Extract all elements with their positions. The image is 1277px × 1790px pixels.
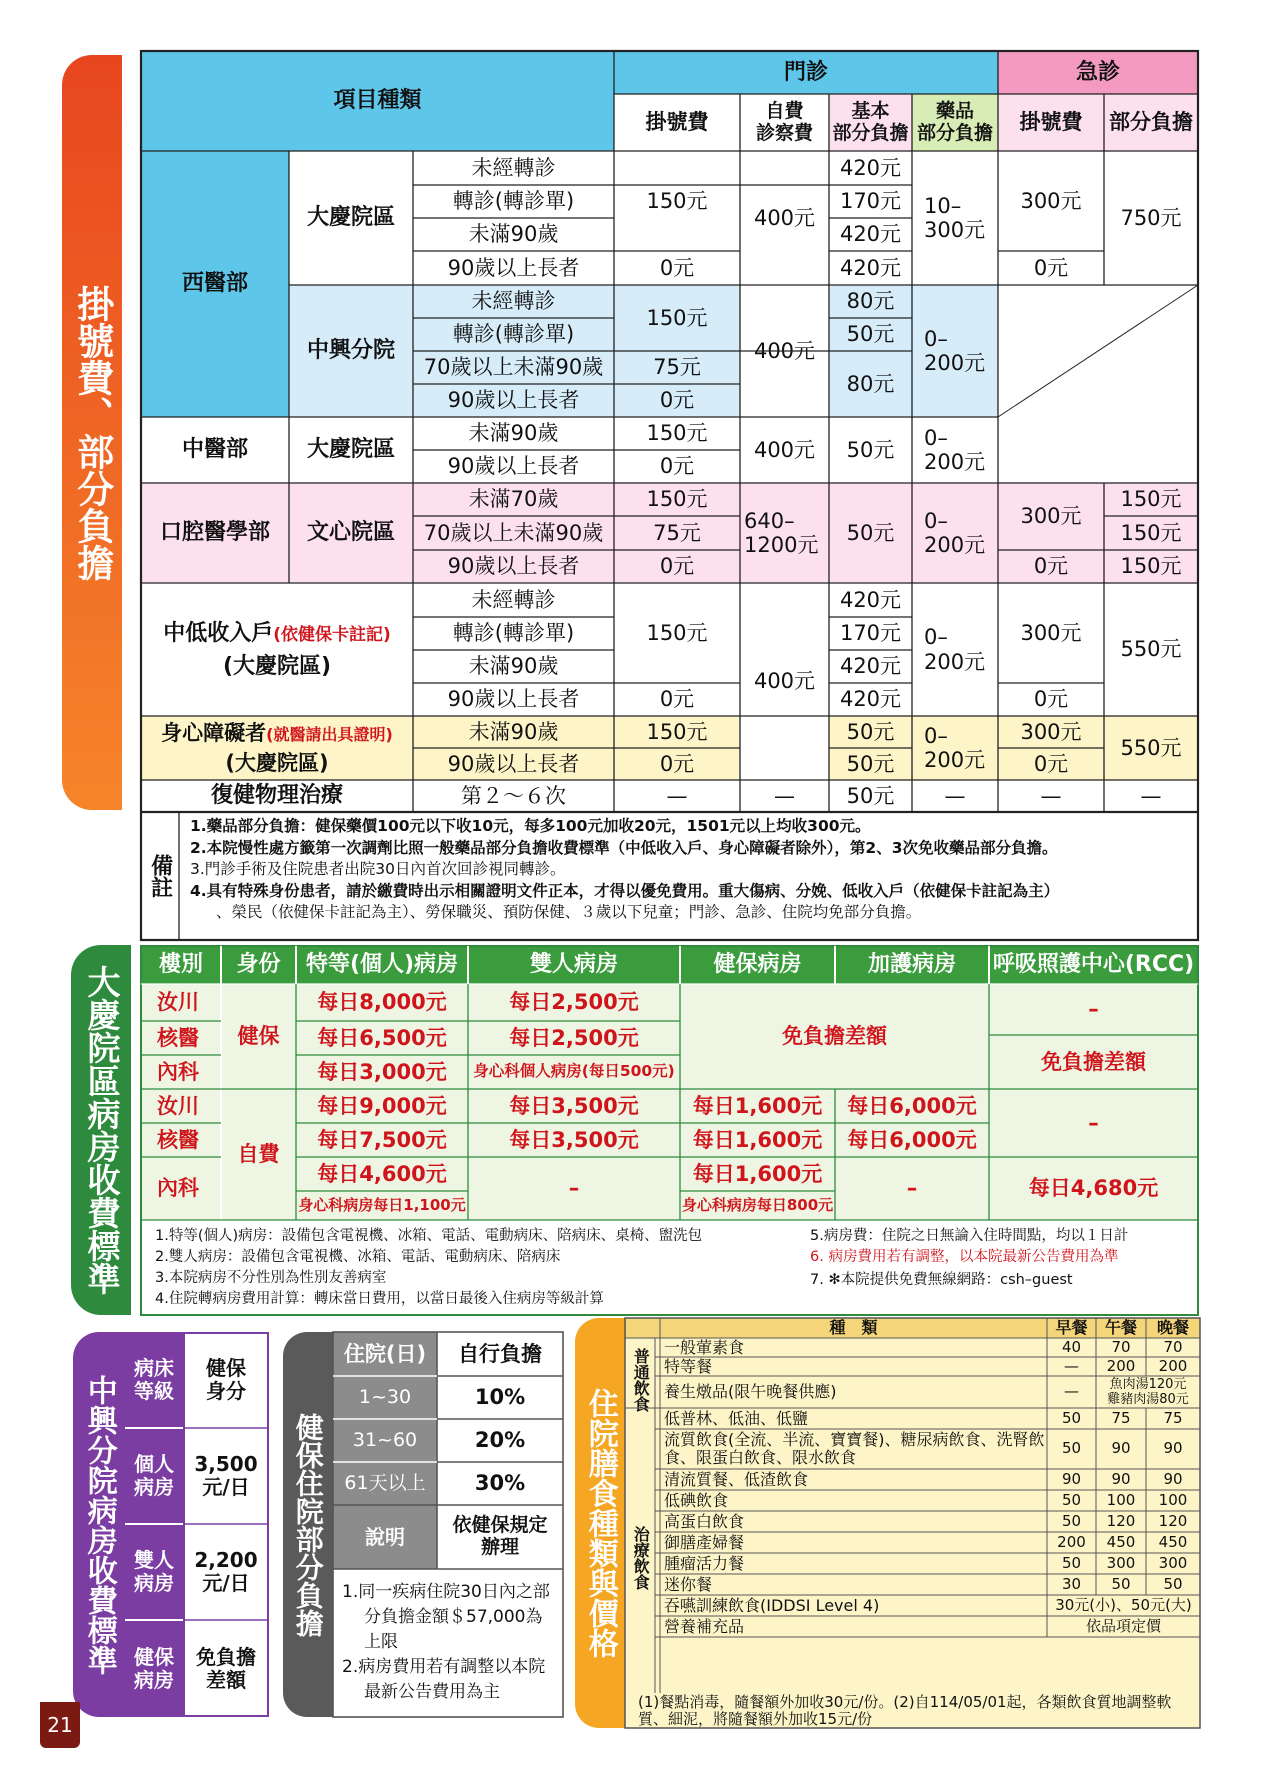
- row-label: 未滿90歲: [468, 421, 559, 446]
- value: 50元: [846, 437, 895, 462]
- meal-price-lunch: 120: [1106, 1511, 1136, 1530]
- meal-side-title: 住院膳食種類與價格: [575, 1318, 625, 1728]
- notes-label: 備註: [147, 854, 173, 898]
- rcc-self-fee: 每日4,680元: [1028, 1176, 1159, 1201]
- meal-kind: 營養補充品: [664, 1616, 745, 1636]
- meal-price-breakfast: 50: [1061, 1511, 1082, 1530]
- copay-notes: 1.同一疾病住院30日內之部分負擔金額＄57,000為上限 2.病房費用若有調整以本院最新公告費用為主: [342, 1582, 550, 1702]
- meal-price-breakfast: 40: [1061, 1338, 1082, 1356]
- row-label: 90歲以上長者: [447, 751, 580, 776]
- copay-days: 61天以上: [344, 1471, 426, 1494]
- col-floor: 樓別: [158, 952, 203, 978]
- col-double-room: 雙人病房: [529, 952, 618, 978]
- lunch-header: 午餐: [1104, 1318, 1137, 1337]
- meal-price-lunch: 70: [1111, 1338, 1131, 1356]
- value: 0元: [659, 255, 695, 280]
- value: 80元: [846, 371, 895, 396]
- identity-self-pay: 自費: [237, 1142, 280, 1167]
- meal-price-lunch: 90: [1111, 1439, 1131, 1458]
- meal-kind: 流質飲食(全流、半流、寶寶餐)、糖尿病飲食、洗腎飲食、限蛋白飲食、限水飲食: [664, 1430, 1045, 1467]
- special-room-fee: 每日6,500元: [317, 1025, 447, 1050]
- row-label: 70歲以上未滿90歲: [423, 355, 604, 380]
- dinner-header: 晚餐: [1156, 1318, 1189, 1337]
- ward-note: 4.住院轉病房費用計算：轉床當日費用，以當日最後入住病房等級計算: [155, 1291, 604, 1307]
- meal-kind: 迷你餐: [664, 1574, 713, 1594]
- meal-price-dinner: 90: [1163, 1439, 1183, 1458]
- meal-kind: 腫瘤活力餐: [664, 1553, 745, 1573]
- ward-note: 2.雙人病房：設備包含電視機、冰箱、電話、電動病床、陪病床: [155, 1249, 561, 1265]
- copay-explain-label: 說明: [365, 1524, 405, 1549]
- meal-kind: 低普林、低油、低鹽: [664, 1408, 809, 1428]
- value: 0元: [1033, 554, 1069, 579]
- meal-kind: 一般葷素食: [664, 1338, 745, 1357]
- header-basic-copay: 基本 部分負擔: [832, 99, 909, 144]
- meal-kind: 御膳產婦餐: [664, 1532, 745, 1552]
- value: 50元: [846, 322, 895, 347]
- campus-zhongxing: 中興分院: [306, 338, 395, 364]
- row-label: 轉診(轉診單): [452, 621, 575, 646]
- value-range: 0– 200元: [924, 723, 986, 772]
- value: 150元: [646, 487, 708, 512]
- rcc-fee: –: [1088, 997, 1099, 1022]
- meal-price-breakfast: 50: [1061, 1439, 1082, 1458]
- zx-value: 3,500元/日: [194, 1452, 258, 1499]
- zx-label: 個人病房: [134, 1452, 174, 1499]
- value: —: [1040, 783, 1062, 808]
- floor: 汝川: [157, 1093, 199, 1118]
- value: 150元: [1120, 520, 1182, 545]
- copay-pct: 10%: [474, 1385, 526, 1410]
- nhi-copay-side-title: 健保住院部分負擔: [283, 1332, 333, 1717]
- value: 420元: [839, 155, 902, 180]
- meal-kind: 養生燉品(限午晚餐供應): [664, 1382, 837, 1401]
- category-low-income: 中低收入戶(依健保卡註記) (大慶院區): [163, 620, 391, 679]
- meal-kind-header: 種 類: [829, 1318, 878, 1337]
- row-label: 未經轉診: [471, 155, 556, 180]
- value: 0元: [659, 751, 695, 776]
- meal-note: (1)餐點消毒，隨餐額外加收30元/份。(2)自114/05/01起，各類飲食質地調整軟質、細泥，將隨餐額外加收15元/份: [638, 1693, 1172, 1728]
- value: 150元: [646, 188, 708, 213]
- row-label: 90歲以上長者: [447, 388, 580, 413]
- double-room-fee: 每日2,500元: [509, 1025, 639, 1050]
- col-special-room: 特等(個人)病房: [305, 952, 459, 978]
- ward-note: 1.特等(個人)病房：設備包含電視機、冰箱、電話、電動病床、陪病床、桌椅、盥洗包: [155, 1228, 703, 1244]
- meal-price-dinner: 70: [1163, 1338, 1183, 1356]
- value: 150元: [646, 421, 708, 446]
- value: 550元: [1120, 735, 1182, 760]
- value: 170元: [839, 621, 902, 646]
- value: 420元: [839, 654, 902, 679]
- special-room-fee: 每日9,000元: [317, 1093, 447, 1118]
- value: 50元: [846, 520, 895, 545]
- value: 0元: [659, 454, 695, 479]
- value: 150元: [1120, 554, 1182, 579]
- row-label: 未經轉診: [471, 289, 556, 314]
- value: 420元: [839, 587, 902, 612]
- header-emergency: 急診: [1075, 59, 1120, 85]
- special-room-note: 身心科病房每日1,100元: [298, 1195, 466, 1214]
- header-self-pay: 自費 診察費: [755, 99, 813, 144]
- header-item-type: 項目種類: [333, 88, 422, 114]
- nhi-room-note: 身心科病房每日800元: [681, 1195, 834, 1214]
- meal-price-breakfast: 30: [1061, 1574, 1082, 1593]
- value: 80元: [846, 289, 895, 314]
- zx-label: 健保病房: [134, 1644, 174, 1692]
- page-number: 21: [40, 1702, 80, 1748]
- meal-price-lunch: 90: [1111, 1469, 1131, 1488]
- value: 400元: [753, 669, 816, 694]
- copay-days: 1~30: [358, 1385, 412, 1408]
- value: 0元: [1033, 751, 1069, 776]
- value: 0元: [1033, 255, 1069, 280]
- zx-label: 雙人病房: [134, 1548, 174, 1595]
- floor: 核醫: [157, 1025, 199, 1050]
- value: 420元: [839, 222, 902, 247]
- breakfast-header: 早餐: [1055, 1318, 1088, 1337]
- meal-price-breakfast: 200: [1057, 1532, 1086, 1551]
- double-room-fee: –: [568, 1176, 580, 1201]
- meal-price-breakfast: 90: [1061, 1469, 1082, 1488]
- copay-self-header: 自行負擔: [458, 1341, 542, 1366]
- copay-pct: 20%: [474, 1428, 526, 1453]
- double-room-note: 身心科個人病房(每日500元): [473, 1062, 675, 1081]
- fee-notes: 1.藥品部分負擔：健保藥價100元以下收10元，每多100元加收20元，1501元以上均收300元。 2.本院慢性處方籤第一次調劑比照一般藥品部分負擔收費標準（中低收入戶、身心障礙者除外），第2、3次免收藥品部分負擔。 3.門診手術及住院患者出院30日內首次回診視同轉診。 4.具有特殊身份患者，請於繳費時出示相關證明文件正本，才得以優免費用。重大傷病、分娩、低收入戶（依健保卡註記為主） 、榮民（依健保卡註記為主）、勞保職災、預防保健、３歲以下兒童；門診、急診、住院均免部分負擔。: [190, 817, 1060, 921]
- value: 75元: [653, 355, 701, 380]
- rcc-fee: –: [1088, 1110, 1099, 1135]
- header-outpatient: 門診: [783, 59, 828, 85]
- value: 150元: [646, 719, 708, 744]
- meal-price-lunch: 75: [1111, 1408, 1131, 1427]
- category-disabled: 身心障礙者(就醫請出具證明) (大慶院區): [161, 720, 393, 775]
- value: 300元: [1020, 719, 1082, 744]
- special-room-fee: 每日4,600元: [317, 1161, 447, 1186]
- value: 50元: [846, 719, 895, 744]
- row-label: 90歲以上長者: [447, 554, 580, 579]
- copay-explain-value: 依健保規定辦理: [452, 1514, 548, 1558]
- value-range: 0– 200元: [924, 508, 986, 557]
- meal-price-dinner: 75: [1163, 1408, 1183, 1427]
- zx-value: 免負擔差額: [196, 1644, 256, 1692]
- value: 400元: [753, 437, 816, 462]
- ward-note-red: 6. 病房費用若有調整，以本院最新公告費用為準: [810, 1249, 1119, 1265]
- value: 170元: [839, 189, 902, 214]
- meal-price-soup: 魚肉湯120元 雞豬肉湯80元: [1107, 1377, 1189, 1407]
- col-icu: 加護病房: [867, 952, 956, 978]
- nhi-room-fee: 每日1,600元: [692, 1161, 823, 1186]
- meal-price-lunch: 200: [1106, 1357, 1136, 1375]
- meal-kind: 高蛋白飲食: [664, 1511, 745, 1531]
- meal-price-all: 依品項定價: [1085, 1616, 1161, 1635]
- nhi-room-fee: 每日1,600元: [692, 1127, 823, 1152]
- value: 300元: [1020, 188, 1082, 213]
- meal-kind: 特等餐: [664, 1357, 713, 1376]
- value: 300元: [1020, 620, 1082, 645]
- value: 400元: [753, 338, 816, 363]
- daqing-ward-side-title: 大慶院區病房收費標準: [71, 945, 131, 1315]
- value: 75元: [653, 520, 701, 545]
- campus-wenxin: 文心院區: [306, 520, 395, 546]
- meal-price-dinner: 100: [1158, 1490, 1188, 1509]
- value: 150元: [1120, 487, 1182, 512]
- value: 550元: [1120, 637, 1182, 662]
- header-er-registration: 掛號費: [1019, 110, 1083, 135]
- category-rehab: 復健物理治療: [210, 783, 343, 809]
- campus-daqing: 大慶院區: [306, 205, 395, 231]
- meal-price-breakfast: —: [1064, 1382, 1079, 1401]
- zx-label: 病床等級: [134, 1356, 174, 1403]
- col-nhi-room: 健保病房: [713, 952, 802, 978]
- meal-price-dinner: 50: [1163, 1574, 1183, 1593]
- value: 300元: [1020, 504, 1082, 529]
- meal-price-dinner: 90: [1163, 1469, 1183, 1488]
- floor: 內科: [157, 1176, 199, 1201]
- zhongxing-ward-side-title: 中興分院病房收費標準: [73, 1332, 125, 1717]
- meal-kind: 低碘飲食: [664, 1490, 729, 1510]
- row-label: 第２～６次: [461, 783, 566, 808]
- zx-value: 健保身分: [206, 1356, 246, 1403]
- floor: 汝川: [157, 990, 199, 1015]
- ward-note: 5.病房費：住院之日無論入住時間點，均以１日計: [810, 1228, 1129, 1244]
- special-room-fee: 每日8,000元: [317, 990, 447, 1015]
- copay-days: 31~60: [352, 1428, 418, 1451]
- meal-price-lunch: 100: [1106, 1490, 1136, 1509]
- meal-group-therapy: 治療飲食: [631, 1525, 651, 1590]
- row-label: 未滿90歲: [468, 654, 559, 679]
- icu-fee: 每日6,000元: [847, 1127, 977, 1152]
- dept-chinese: 中醫部: [181, 437, 248, 463]
- value: 0元: [659, 554, 695, 579]
- row-label: 70歲以上未滿90歲: [423, 520, 604, 545]
- campus-daqing: 大慶院區: [306, 437, 395, 463]
- header-registration-fee: 掛號費: [645, 110, 709, 135]
- row-label: 未滿70歲: [468, 487, 559, 512]
- floor: 核醫: [157, 1127, 199, 1152]
- value: 400元: [753, 205, 816, 230]
- meal-group-regular: 普通飲食: [631, 1348, 651, 1412]
- value: 0元: [659, 687, 695, 712]
- rcc-free: 免負擔差額: [1041, 1049, 1146, 1074]
- value: 150元: [646, 305, 708, 330]
- fees-side-title: 掛號費、部分負擔: [62, 55, 122, 810]
- row-label: 未滿90歲: [468, 222, 559, 247]
- meal-price-breakfast: 50: [1061, 1490, 1082, 1509]
- row-label: 轉診(轉診單): [452, 189, 575, 214]
- nhi-icu-free: 免負擔差額: [782, 1024, 887, 1049]
- icu-fee: 每日6,000元: [847, 1093, 977, 1118]
- double-room-fee: 每日3,500元: [509, 1127, 639, 1152]
- value: 420元: [839, 687, 902, 712]
- value: —: [666, 783, 688, 808]
- value-range: 0– 200元: [924, 625, 986, 674]
- meal-price-dinner: 120: [1158, 1511, 1188, 1530]
- meal-price-dinner: 450: [1158, 1532, 1188, 1551]
- meal-price-breakfast: 50: [1061, 1553, 1082, 1572]
- meal-price-dinner: 300: [1158, 1553, 1188, 1572]
- zx-value: 2,200元/日: [194, 1548, 258, 1595]
- double-room-fee: 每日3,500元: [509, 1093, 639, 1118]
- meal-price-lunch: 50: [1111, 1574, 1131, 1593]
- special-room-fee: 每日3,000元: [317, 1059, 447, 1084]
- value: —: [944, 783, 966, 808]
- value-range: 640– 1200元: [744, 508, 819, 557]
- meal-kind: 清流質餐、低渣飲食: [664, 1469, 809, 1489]
- identity-insured: 健保: [237, 1024, 280, 1049]
- dept-western: 西醫部: [181, 271, 248, 297]
- dept-dental: 口腔醫學部: [159, 520, 270, 546]
- value: —: [774, 783, 795, 808]
- special-room-fee: 每日7,500元: [317, 1127, 447, 1152]
- copay-pct: 30%: [474, 1471, 526, 1496]
- meal-price-all: 30元(小)、50元(大): [1055, 1595, 1192, 1614]
- row-label: 90歲以上長者: [447, 454, 580, 479]
- icu-fee: –: [906, 1176, 918, 1201]
- value: 420元: [839, 255, 902, 280]
- header-drug-copay: 藥品 部分負擔: [916, 99, 993, 144]
- meal-price-breakfast: 50: [1061, 1408, 1082, 1427]
- value: 750元: [1120, 205, 1182, 230]
- value: 50元: [846, 783, 895, 808]
- meal-price-lunch: 300: [1106, 1553, 1136, 1572]
- col-identity: 身份: [236, 952, 281, 978]
- double-room-fee: 每日2,500元: [509, 990, 639, 1015]
- row-label: 未滿90歲: [468, 719, 559, 744]
- meal-price-dinner: 200: [1158, 1357, 1188, 1375]
- meal-price-breakfast: —: [1064, 1357, 1079, 1375]
- row-label: 未經轉診: [471, 587, 556, 612]
- nhi-room-fee: 每日1,600元: [692, 1093, 823, 1118]
- row-label: 轉診(轉診單): [452, 322, 575, 347]
- meal-price-lunch: 450: [1106, 1532, 1136, 1551]
- copay-days-header: 住院(日): [343, 1341, 427, 1366]
- value: 150元: [646, 620, 708, 645]
- value: —: [1140, 783, 1162, 808]
- value-range: 10– 300元: [924, 193, 986, 242]
- value-range: 0– 200元: [924, 326, 986, 375]
- value: 0元: [659, 388, 695, 413]
- meal-kind: 吞嚥訓練飲食(IDDSI Level 4): [664, 1595, 880, 1615]
- wifi-note: 7. ✻本院提供免費無線網路：csh–guest: [810, 1272, 1073, 1288]
- header-er-copay: 部分負擔: [1109, 110, 1193, 135]
- value: 50元: [846, 751, 895, 776]
- ward-note: 3.本院病房不分性別為性別友善病室: [155, 1270, 387, 1286]
- col-rcc: 呼吸照護中心(RCC): [992, 952, 1195, 978]
- row-label: 90歲以上長者: [447, 687, 580, 712]
- floor: 內科: [157, 1059, 199, 1084]
- value-range: 0– 200元: [924, 425, 986, 474]
- row-label: 90歲以上長者: [447, 255, 580, 280]
- value: 0元: [1033, 687, 1069, 712]
